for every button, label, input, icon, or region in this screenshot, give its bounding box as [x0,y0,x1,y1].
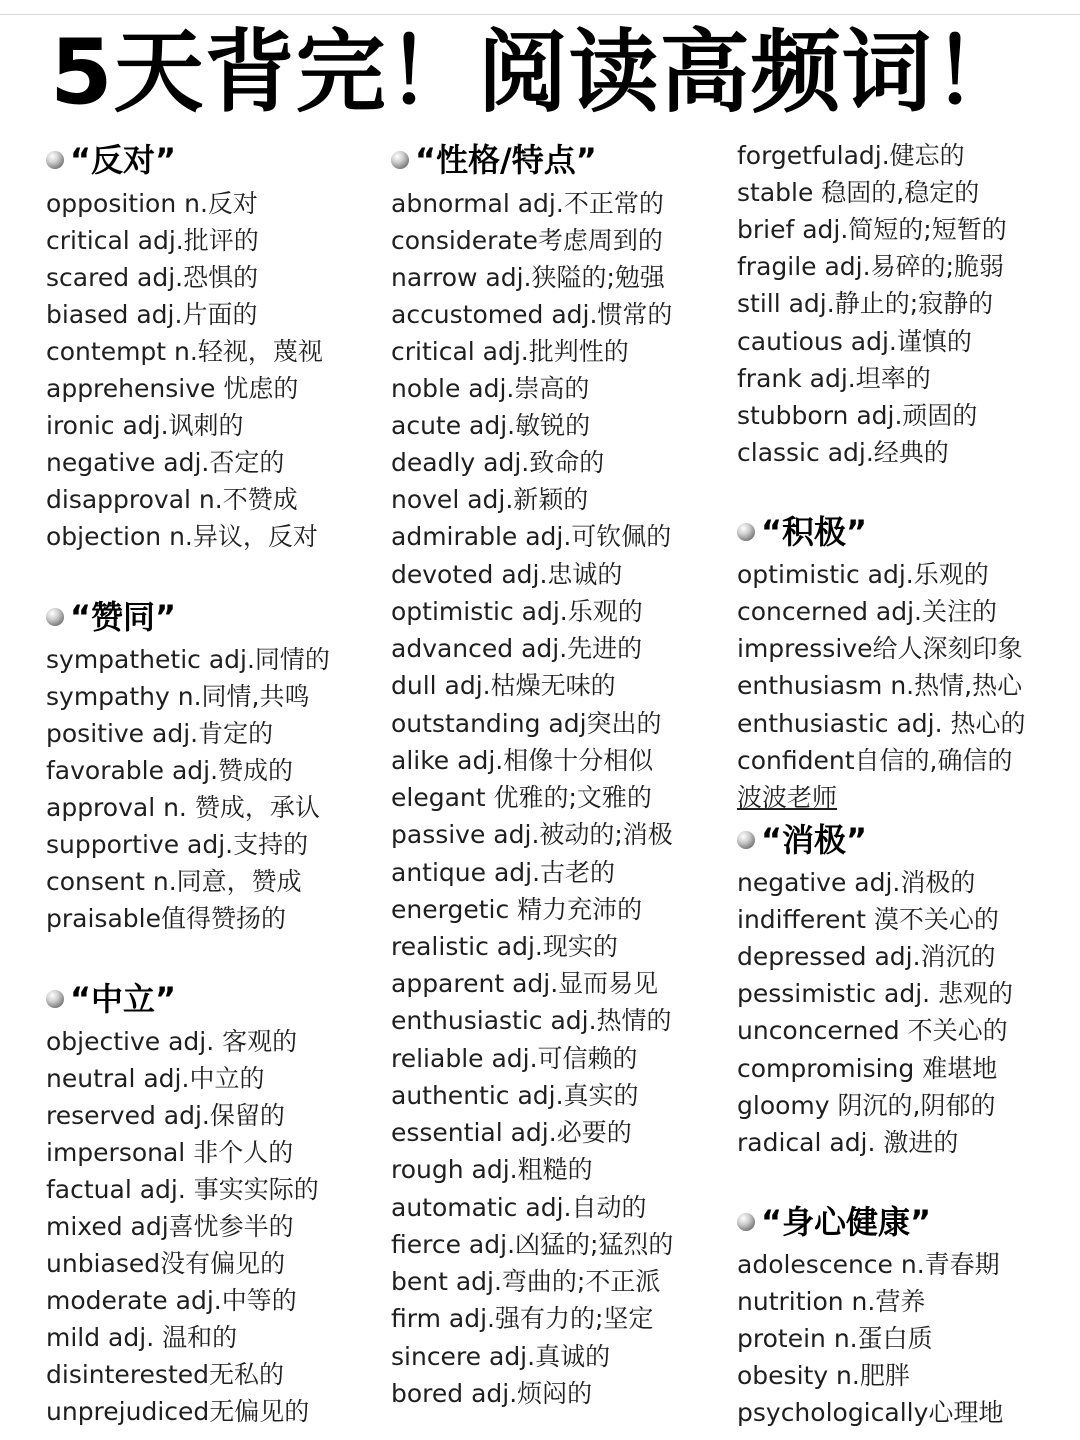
top-divider [0,14,1080,15]
word-item: reserved adj.保留的 [46,1101,285,1130]
word-item: novel adj.新颖的 [391,485,589,514]
page-title: 5天背完！阅读高频词！ [50,20,1024,125]
word-item: mixed adj喜忧参半的 [46,1212,294,1241]
word-item: unprejudiced无偏见的 [46,1397,310,1426]
word-item: outstanding adj突出的 [391,709,662,738]
heading-text: “中立” [70,980,177,1018]
word-item: accustomed adj.惯常的 [391,300,673,329]
word-item: apprehensive 忧虑的 [46,374,299,403]
word-item: dull adj.枯燥无味的 [391,671,616,700]
word-item: objection n.异议，反对 [46,522,318,551]
word-item: advanced adj.先进的 [391,634,643,663]
word-item: elegant 优雅的;文雅的 [391,783,652,812]
word-item: passive adj.被动的;消极 [391,820,673,849]
word-item: negative adj.消极的 [737,868,976,897]
word-item: automatic adj.自动的 [391,1193,647,1222]
heading-text: “性格/特点” [415,141,597,179]
word-item: devoted adj.忠诚的 [391,560,623,589]
word-item: disapproval n.不赞成 [46,485,298,514]
heading-text: “积极” [761,513,868,551]
word-item: unconcerned 不关心的 [737,1016,1008,1045]
word-item: fierce adj.凶猛的;猛烈的 [391,1230,674,1259]
word-item: mild adj. 温和的 [46,1323,238,1352]
word-item: enthusiasm n.热情,热心 [737,671,1023,700]
bullet-icon [737,1213,755,1231]
word-item: rough adj.粗糙的 [391,1155,593,1184]
word-item: frank adj.坦率的 [737,364,931,393]
bullet-icon [46,151,64,169]
word-item: firm adj.强有力的;坚定 [391,1304,654,1333]
word-item: authentic adj.真实的 [391,1081,639,1110]
word-item: psychologically心理地 [737,1398,1004,1427]
word-item: obesity n.肥胖 [737,1361,910,1390]
bullet-icon [46,990,64,1008]
word-item: optimistic adj.乐观的 [391,597,643,626]
word-item: concerned adj.关注的 [737,597,997,626]
word-item: bent adj.弯曲的;不正派 [391,1267,661,1296]
section-heading-agree [46,597,176,637]
word-item: still adj.静止的;寂静的 [737,289,994,318]
word-item: ironic adj.讽刺的 [46,411,244,440]
word-item: narrow adj.狭隘的;勉强 [391,263,665,292]
heading-text: “赞同” [70,598,177,636]
word-item: opposition n.反对 [46,189,258,218]
word-item: depressed adj.消沉的 [737,942,996,971]
word-item: stubborn adj.顽固的 [737,401,978,430]
word-item: enthusiastic adj. 热心的 [737,709,1026,738]
word-item: objective adj. 客观的 [46,1027,298,1056]
word-item: sympathetic adj.同情的 [46,645,330,674]
word-item: antique adj.古老的 [391,858,616,887]
word-item: moderate adj.中等的 [46,1286,297,1315]
heading-text: “消极” [761,821,868,859]
section-heading-health [737,1202,931,1242]
word-item: alike adj.相像十分相似 [391,746,654,775]
section-heading-negative [737,820,867,860]
word-item: supportive adj.支持的 [46,830,309,859]
word-item: radical adj. 激进的 [737,1128,959,1157]
word-item: acute adj.敏锐的 [391,411,591,440]
word-item: bored adj.烦闷的 [391,1379,593,1408]
word-item: considerate考虑周到的 [391,226,663,255]
word-item: protein n.蛋白质 [737,1324,933,1353]
word-item: positive adj.肯定的 [46,719,274,748]
word-item: indifferent 漠不关心的 [737,905,999,934]
section-heading-character [391,140,597,180]
word-item: approval n. 赞成，承认 [46,793,320,822]
word-item: contempt n.轻视，蔑视 [46,337,323,366]
word-item: admirable adj.可钦佩的 [391,522,672,551]
word-item: deadly adj.致命的 [391,448,605,477]
word-item: pessimistic adj. 悲观的 [737,979,1014,1008]
word-item: scared adj.恐惧的 [46,263,259,292]
word-item: stable 稳固的,稳定的 [737,178,980,207]
word-item: disinterested无私的 [46,1360,285,1389]
word-item: sincere adj.真诚的 [391,1342,611,1371]
word-item: forgetfuladj.健忘的 [737,141,965,170]
word-item: reliable adj.可信赖的 [391,1044,638,1073]
word-item: negative adj.否定的 [46,448,285,477]
word-item: classic adj.经典的 [737,438,949,467]
word-item: enthusiastic adj.热情的 [391,1006,672,1035]
word-item: gloomy 阴沉的,阴郁的 [737,1091,996,1120]
word-item: cautious adj.谨慎的 [737,327,972,356]
section-heading-neutral [46,979,176,1019]
word-item: factual adj. 事实实际的 [46,1175,319,1204]
word-item: impersonal 非个人的 [46,1138,294,1167]
heading-text: “反对” [70,141,177,179]
word-item: biased adj.片面的 [46,300,258,329]
word-item: essential adj.必要的 [391,1118,632,1147]
section-heading-positive [737,512,867,552]
word-item: confident自信的,确信的 [737,746,1013,775]
word-item: favorable adj.赞成的 [46,756,294,785]
word-item: realistic adj.现实的 [391,932,618,961]
word-item: fragile adj.易碎的;脆弱 [737,252,1004,281]
heading-text: “身心健康” [761,1203,932,1241]
bullet-icon [391,151,409,169]
word-item: critical adj.批判性的 [391,337,629,366]
word-item: brief adj.简短的;短暂的 [737,215,1007,244]
section-heading-oppose [46,140,176,180]
word-item: optimistic adj.乐观的 [737,560,989,589]
word-item: adolescence n.青春期 [737,1250,1000,1279]
bullet-icon [737,831,755,849]
word-item: abnormal adj.不正常的 [391,189,664,218]
word-item: neutral adj.中立的 [46,1064,265,1093]
bullet-icon [46,608,64,626]
word-item: unbiased没有偏见的 [46,1249,286,1278]
word-item: critical adj.批评的 [46,226,259,255]
word-item: praisable值得赞扬的 [46,904,286,933]
word-item: consent n.同意，赞成 [46,867,302,896]
word-item: nutrition n.营养 [737,1287,926,1316]
word-item: energetic 精力充沛的 [391,895,643,924]
bullet-icon [737,523,755,541]
word-item: compromising 难堪地 [737,1054,998,1083]
author-link[interactable]: 波波老师 [737,783,838,812]
word-item: impressive给人深刻印象 [737,634,1023,663]
word-item: apparent adj.显而易见 [391,969,659,998]
word-item: sympathy n.同情,共鸣 [46,682,310,711]
word-item: noble adj.崇高的 [391,374,590,403]
